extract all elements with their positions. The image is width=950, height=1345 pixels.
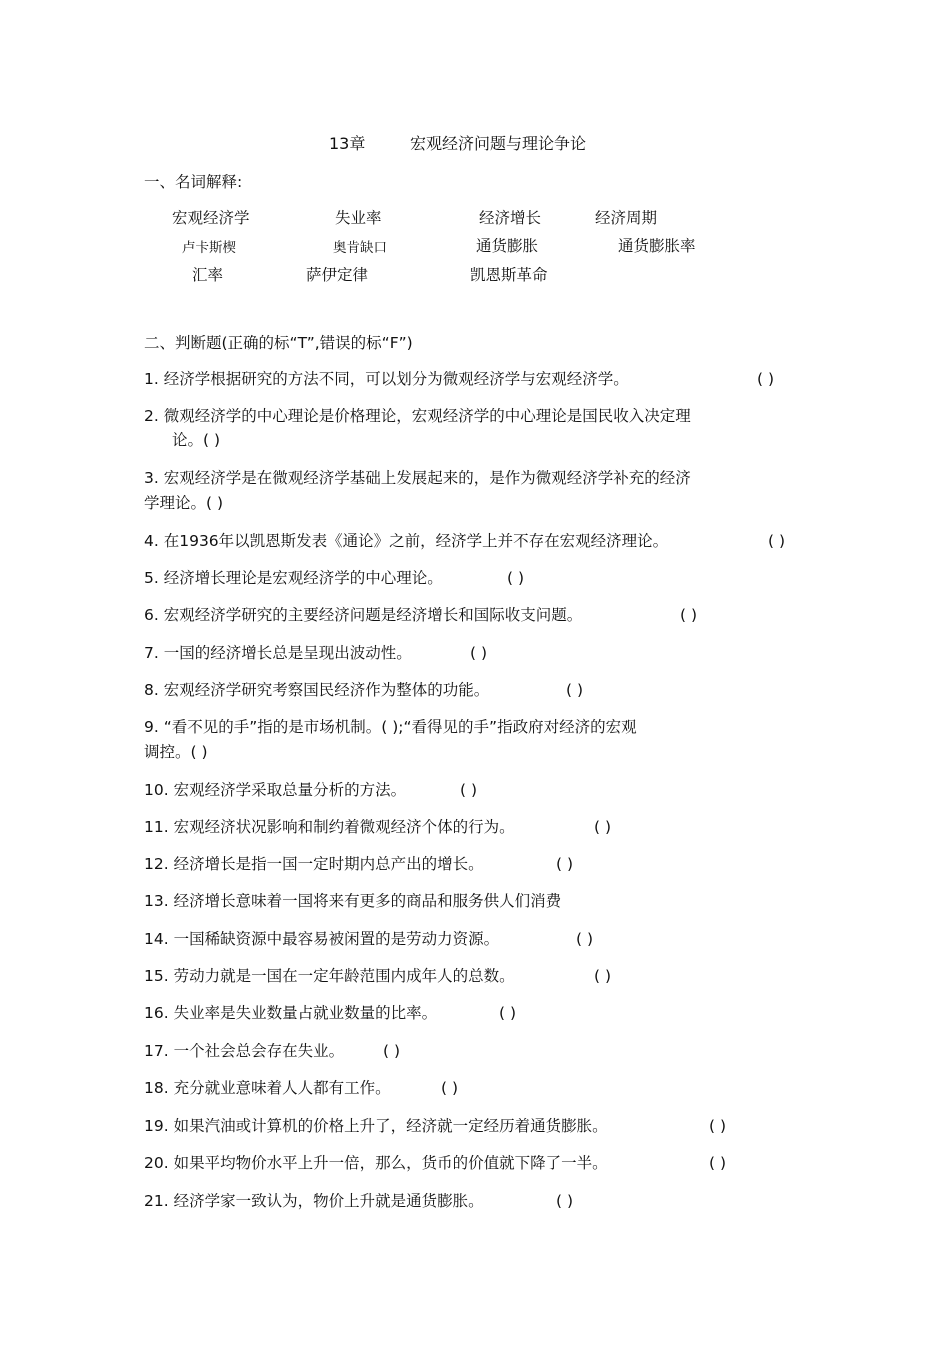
question-3-cont: 学理论。( ) (144, 494, 224, 512)
term: 经济增长 (479, 209, 542, 227)
term: 奥肯缺口 (333, 240, 387, 256)
answer-blank: ( ) (709, 1117, 727, 1135)
answer-blank: ( ) (499, 1004, 517, 1022)
question-4: 4. 在1936年以凯恩斯发表《通论》之前，经济学上并不存在宏观经济理论。 (144, 532, 669, 550)
section1-heading: 一、名词解释: (144, 173, 243, 191)
question-15: 15. 劳动力就是一国在一定年龄范围内成年人的总数。 (144, 967, 515, 985)
question-2: 2. 微观经济学的中心理论是价格理论，宏观经济学的中心理论是国民收入决定理 (144, 407, 691, 425)
answer-blank: ( ) (757, 370, 775, 388)
question-5: 5. 经济增长理论是宏观经济学的中心理论。 (144, 569, 443, 587)
answer-blank: ( ) (383, 1042, 401, 1060)
question-21: 21. 经济学家一致认为，物价上升就是通货膨胀。 (144, 1192, 484, 1210)
answer-blank: ( ) (507, 569, 525, 587)
answer-blank: ( ) (566, 681, 584, 699)
section2-heading: 二、判断题(正确的标“T”,错误的标“F”) (144, 334, 413, 352)
term: 宏观经济学 (172, 209, 250, 227)
answer-blank: ( ) (576, 930, 594, 948)
answer-blank: ( ) (470, 644, 488, 662)
term: 卢卡斯楔 (182, 240, 236, 256)
answer-blank: ( ) (556, 1192, 574, 1210)
answer-blank: ( ) (556, 855, 574, 873)
answer-blank: ( ) (680, 606, 698, 624)
question-13: 13. 经济增长意味着一国将来有更多的商品和服务供人们消费 (144, 892, 562, 910)
term: 通货膨胀 (476, 237, 539, 255)
answer-blank: ( ) (460, 781, 478, 799)
answer-blank: ( ) (441, 1079, 459, 1097)
answer-blank: ( ) (709, 1154, 727, 1172)
chapter-title: 宏观经济问题与理论争论 (410, 134, 587, 153)
question-20: 20. 如果平均物价水平上升一倍，那么，货币的价值就下降了一半。 (144, 1154, 608, 1172)
answer-blank: ( ) (594, 967, 612, 985)
question-9-cont: 调控。( ) (144, 743, 208, 761)
answer-blank: ( ) (768, 532, 786, 550)
question-19: 19. 如果汽油或计算机的价格上升了，经济就一定经历着通货膨胀。 (144, 1117, 608, 1135)
question-2-cont: 论。( ) (172, 431, 221, 449)
question-3: 3. 宏观经济学是在微观经济学基础上发展起来的，是作为微观经济学补充的经济 (144, 469, 691, 487)
question-16: 16. 失业率是失业数量占就业数量的比率。 (144, 1004, 438, 1022)
chapter-number: 13章 (329, 134, 366, 153)
term: 汇率 (192, 266, 224, 284)
question-8: 8. 宏观经济学研究考察国民经济作为整体的功能。 (144, 681, 490, 699)
question-7: 7. 一国的经济增长总是呈现出波动性。 (144, 644, 412, 662)
question-17: 17. 一个社会总会存在失业。 (144, 1042, 345, 1060)
term: 萨伊定律 (306, 266, 369, 284)
question-6: 6. 宏观经济学研究的主要经济问题是经济增长和国际收支问题。 (144, 606, 583, 624)
term: 失业率 (335, 209, 382, 227)
question-14: 14. 一国稀缺资源中最容易被闲置的是劳动力资源。 (144, 930, 500, 948)
answer-blank: ( ) (594, 818, 612, 836)
term: 经济周期 (595, 209, 658, 227)
term: 通货膨胀率 (618, 237, 696, 255)
question-10: 10. 宏观经济学采取总量分析的方法。 (144, 781, 407, 799)
question-9: 9. “看不见的手”指的是市场机制。( );“看得见的手”指政府对经济的宏观 (144, 718, 637, 736)
question-11: 11. 宏观经济状况影响和制约着微观经济个体的行为。 (144, 818, 515, 836)
question-18: 18. 充分就业意味着人人都有工作。 (144, 1079, 391, 1097)
question-1: 1. 经济学根据研究的方法不同，可以划分为微观经济学与宏观经济学。 (144, 370, 629, 388)
question-12: 12. 经济增长是指一国一定时期内总产出的增长。 (144, 855, 484, 873)
term: 凯恩斯革命 (470, 266, 548, 284)
